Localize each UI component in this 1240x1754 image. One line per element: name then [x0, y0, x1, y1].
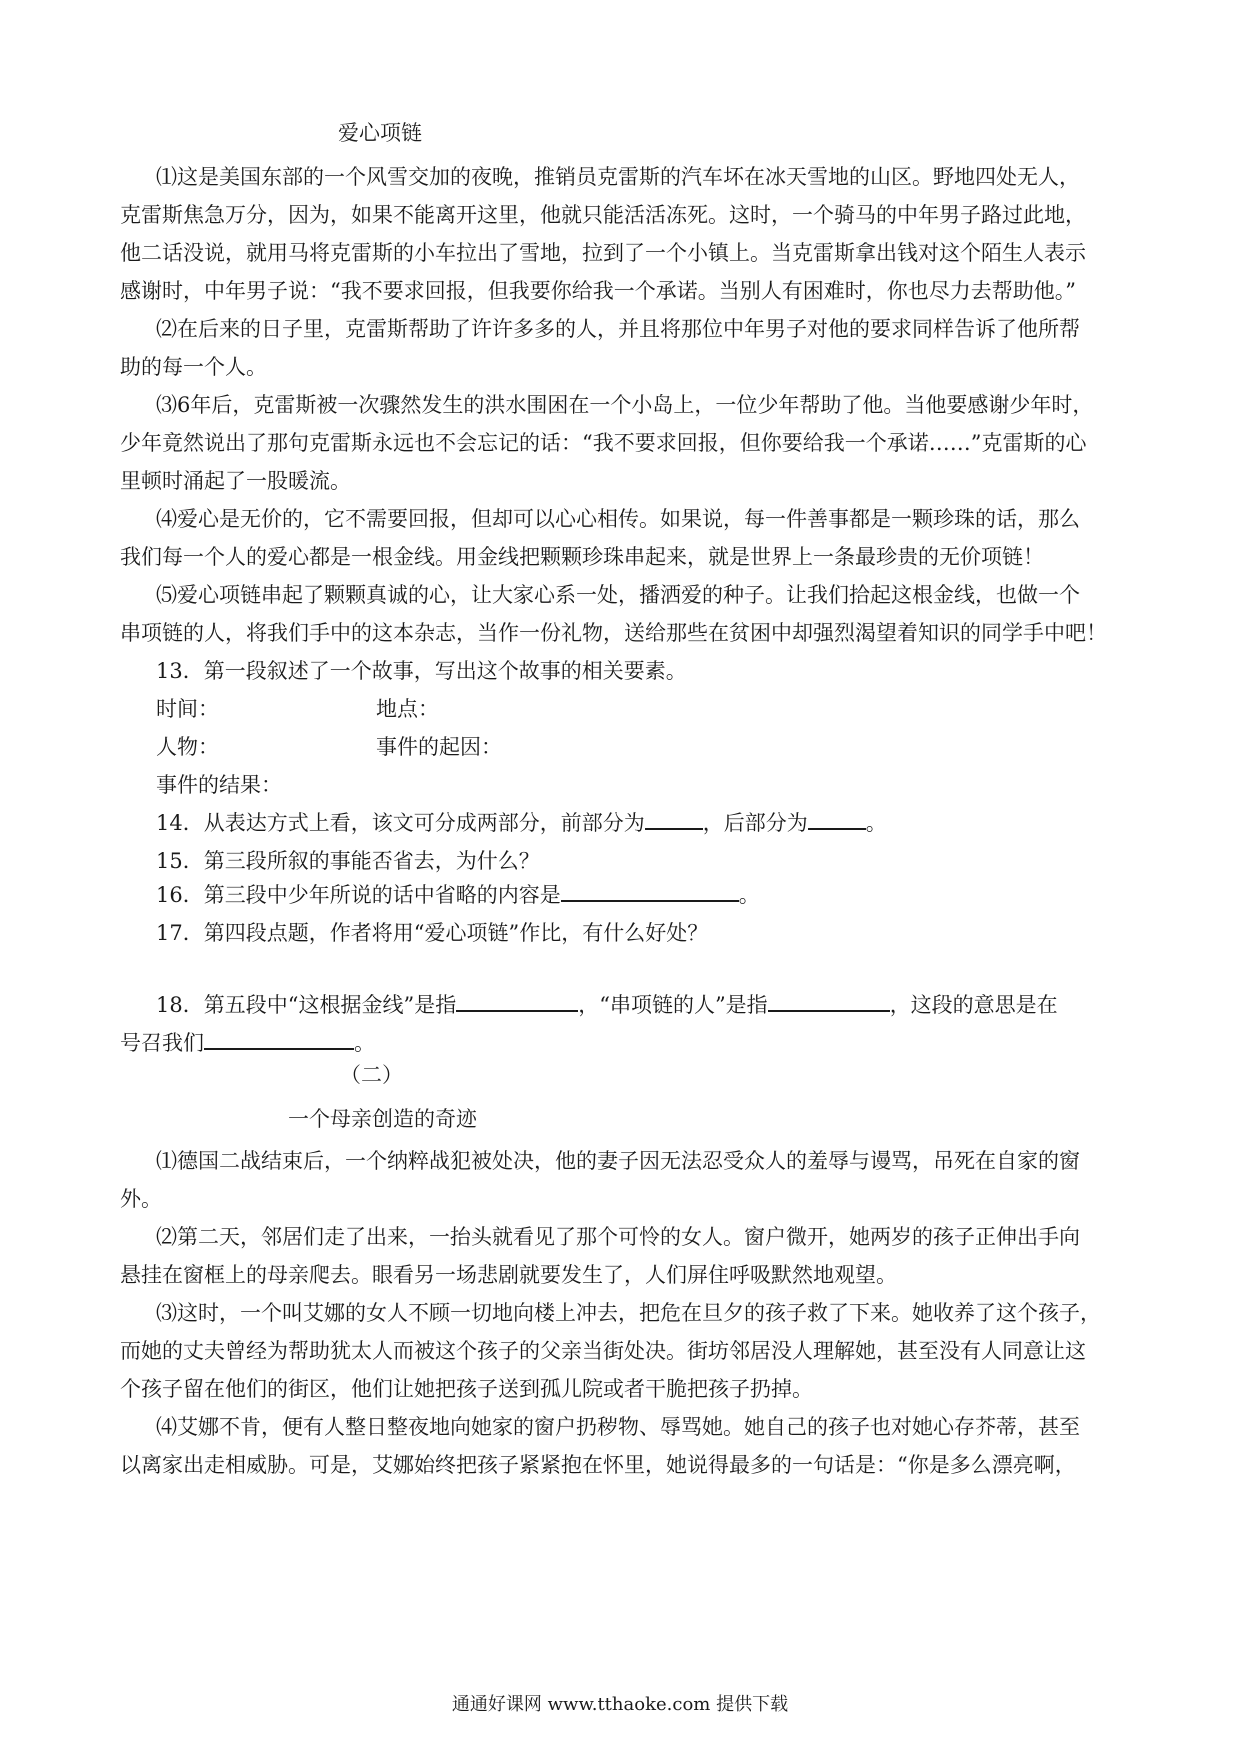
- para-line: ⑶6年后，克雷斯被一次骤然发生的洪水围困在一个小岛上，一位少年帮助了他。当他要感谢少年时，: [156, 393, 1094, 417]
- section1-body: [120, 158, 1126, 880]
- question-13: 13．第一段叙述了一个故事，写出这个故事的相关要素。: [156, 659, 687, 683]
- para-line: ⑵在后来的日子里，克雷斯帮助了许许多多的人，并且将那位中年男子对他的要求同样告诉了他所帮: [156, 317, 1080, 341]
- q16-blank[interactable]: [561, 880, 739, 902]
- q13-row-1: [156, 690, 1126, 728]
- q18-text-e: 。: [354, 1031, 375, 1055]
- question-18: [156, 986, 1126, 1024]
- para-line: 串项链的人，将我们手中的这本杂志，当作一份礼物，送给那些在贫困中却强烈渴望着知识的同学手中吧！: [120, 621, 1107, 645]
- q13-time-label: 时间：: [156, 697, 219, 721]
- section2-title: 一个母亲创造的奇迹: [288, 1107, 477, 1131]
- section2-number: （二）: [340, 1063, 403, 1087]
- para-line: 外。: [120, 1187, 162, 1211]
- section2-body: [120, 1142, 1126, 1484]
- q18-text-a: 18．第五段中“这根据金线”是指: [156, 993, 457, 1017]
- para-line: 悬挂在窗框上的母亲爬去。眼看另一场悲剧就要发生了，人们屏住呼吸默然地观望。: [120, 1263, 897, 1287]
- q18-blank-1[interactable]: [456, 990, 578, 1012]
- q13-row-2: [156, 728, 1126, 766]
- para-line: 少年竟然说出了那句克雷斯永远也不会忘记的话：“我不要求回报，但你要给我一个承诺……”克雷斯的心: [120, 431, 1087, 455]
- para-line: 克雷斯焦急万分，因为，如果不能离开这里，他就只能活活冻死。这时，一个骑马的中年男子路过此地，: [120, 203, 1086, 227]
- q18-text-b: ，“串项链的人”是指: [578, 993, 768, 1017]
- questions-16-18: [156, 876, 1126, 952]
- q18-blank-2[interactable]: [768, 990, 890, 1012]
- q14-blank-1[interactable]: [645, 808, 703, 830]
- para-line: 里顿时涌起了一股暖流。: [120, 469, 351, 493]
- page-footer: 通通好课网 www.tthaoke.com 提供下载: [451, 1694, 789, 1715]
- question-15: 15．第三段所叙的事能否省去，为什么？: [156, 849, 540, 873]
- q13-cause-label: 事件的起因：: [376, 735, 502, 759]
- section1-title: 爱心项链: [338, 121, 422, 145]
- para-line: ⑷爱心是无价的，它不需要回报，但却可以心心相传。如果说，每一件善事都是一颗珍珠的话，那么: [156, 507, 1080, 531]
- q13-result-label: 事件的结果：: [156, 773, 282, 797]
- q13-person-label: 人物：: [156, 735, 219, 759]
- question-16: [156, 876, 1126, 914]
- para-line: 助的每一个人。: [120, 355, 267, 379]
- para-line: ⑸爱心项链串起了颗颗真诚的心，让大家心系一处，播洒爱的种子。让我们拾起这根金线，也做一个: [156, 583, 1080, 607]
- para-line: ⑶这时，一个叫艾娜的女人不顾一切地向楼上冲去，把危在旦夕的孩子救了下来。她收养了这个孩子，: [156, 1301, 1101, 1325]
- q14-blank-2[interactable]: [808, 808, 866, 830]
- para-line: ⑷艾娜不肯，便有人整日整夜地向她家的窗户扔秽物、辱骂她。她自己的孩子也对她心存芥蒂，甚至: [156, 1415, 1080, 1439]
- para-line: 个孩子留在他们的街区，他们让她把孩子送到孤儿院或者干脆把孩子扔掉。: [120, 1377, 813, 1401]
- para-line: 而她的丈夫曾经为帮助犹太人而被这个孩子的父亲当街处决。街坊邻居没人理解她，甚至没有人同意让这: [120, 1339, 1086, 1363]
- q14-text-a: 14．从表达方式上看，该文可分成两部分，前部分为: [156, 811, 645, 835]
- para-line: ⑴这是美国东部的一个风雪交加的夜晚，推销员克雷斯的汽车坏在冰天雪地的山区。野地四处无人，: [156, 165, 1080, 189]
- para-line: ⑵第二天，邻居们走了出来，一抬头就看见了那个可怜的女人。窗户微开，她两岁的孩子正伸出手向: [156, 1225, 1080, 1249]
- question-18-block: [120, 986, 1126, 1062]
- question-18-line-2: [120, 1024, 1126, 1062]
- question-17: 17．第四段点题，作者将用“爱心项链”作比，有什么好处？: [156, 921, 709, 945]
- para-line: 我们每一个人的爱心都是一根金线。用金线把颗颗珍珠串起来，就是世界上一条最珍贵的无价项链！: [120, 545, 1044, 569]
- q14-text-b: ，后部分为: [702, 811, 808, 835]
- q18-text-c: ，这段的意思是在: [889, 993, 1058, 1017]
- para-line: 他二话没说，就用马将克雷斯的小车拉出了雪地，拉到了一个小镇上。当克雷斯拿出钱对这个陌生人表示: [120, 241, 1086, 265]
- q14-text-c: 。: [865, 811, 887, 835]
- q13-place-label: 地点：: [376, 697, 439, 721]
- q16-text-b: 。: [738, 883, 760, 907]
- question-14: [156, 804, 1126, 842]
- para-line: 感谢时，中年男子说：“我不要求回报，但我要你给我一个承诺。当别人有困难时，你也尽力去帮助他。”: [120, 279, 1076, 303]
- q18-text-d: 号召我们: [120, 1031, 204, 1055]
- para-line: ⑴德国二战结束后，一个纳粹战犯被处决，他的妻子因无法忍受众人的羞辱与谩骂，吊死在自家的窗: [156, 1149, 1080, 1173]
- para-line: 以离家出走相威胁。可是，艾娜始终把孩子紧紧抱在怀里，她说得最多的一句话是：“你是多么漂亮啊，: [120, 1453, 1076, 1477]
- q18-blank-3[interactable]: [204, 1028, 354, 1050]
- q16-text-a: 16．第三段中少年所说的话中省略的内容是: [156, 883, 561, 907]
